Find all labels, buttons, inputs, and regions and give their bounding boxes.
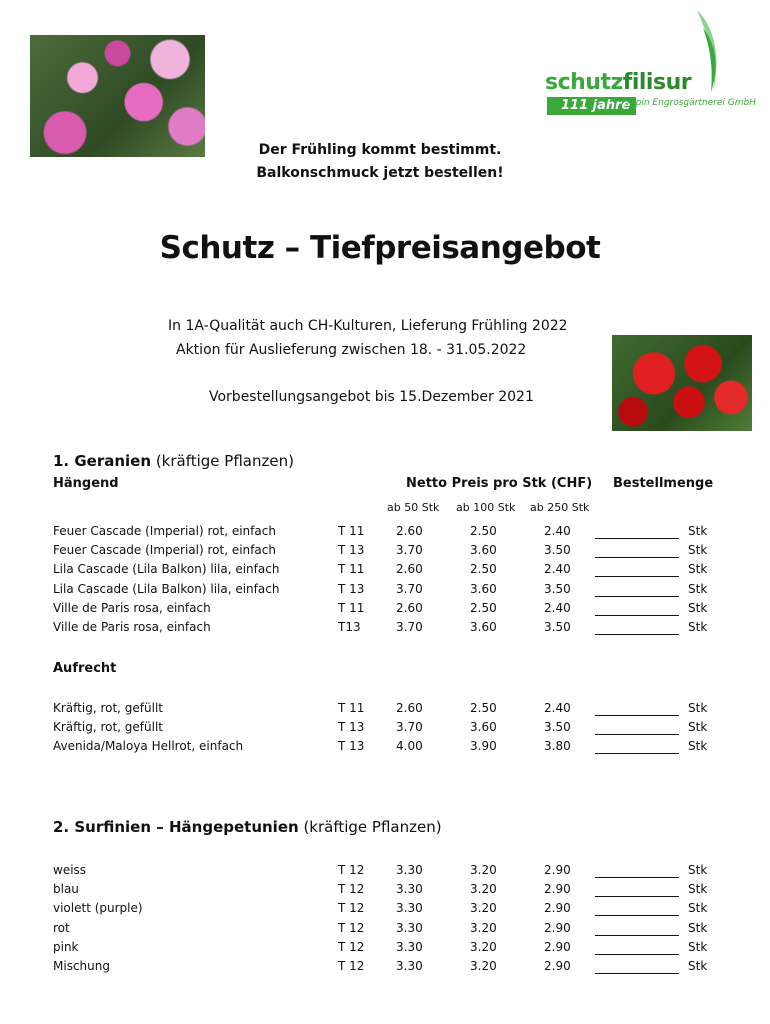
variety-name: weiss [53, 863, 87, 877]
price-100: 3.60 [470, 581, 497, 596]
logo-subtitle: Alpin Engrosgärtnerei GmbH [627, 98, 756, 108]
unit-label: Stk [688, 920, 708, 935]
pot-size: T 12 [338, 939, 365, 954]
table-row [0, 901, 770, 919]
pot-size: T 11 [338, 562, 365, 577]
logo-badge: 111 jahre [547, 97, 636, 115]
pot-size: T 13 [338, 543, 365, 558]
price-100: 3.60 [470, 620, 497, 634]
order-quantity-field[interactable] [595, 935, 679, 936]
pot-size: T 13 [338, 581, 365, 596]
leaf-icon [693, 8, 723, 93]
unit-label: Stk [688, 863, 708, 877]
price-250: 2.90 [544, 959, 571, 973]
variety-name: violett (purple) [53, 901, 143, 916]
price-250: 2.40 [544, 524, 571, 538]
variety-name: blau [53, 882, 79, 897]
variety-name: Feuer Cascade (Imperial) rot, einfach [53, 543, 276, 558]
price-100: 3.20 [470, 901, 497, 916]
price-50: 2.60 [396, 562, 423, 577]
variety-name: Mischung [53, 959, 110, 973]
subsection-aufrecht: Aufrecht [53, 661, 117, 676]
pot-size: T13 [338, 620, 361, 634]
price-50: 3.70 [396, 720, 423, 735]
table-row [0, 582, 770, 600]
order-quantity-field[interactable] [595, 915, 679, 916]
price-50: 4.00 [396, 739, 423, 754]
unit-label: Stk [688, 901, 708, 916]
order-quantity-field[interactable] [595, 896, 679, 897]
price-50: 3.30 [396, 882, 423, 897]
logo-wordmark: schutzfilisur [545, 70, 692, 95]
price-50: 3.30 [396, 863, 423, 877]
order-quantity-field[interactable] [595, 734, 679, 735]
price-50: 3.30 [396, 959, 423, 973]
price-50: 3.70 [396, 620, 423, 634]
price-250: 2.90 [544, 920, 571, 935]
price-250: 3.50 [544, 581, 571, 596]
price-100: 3.20 [470, 863, 497, 877]
pot-size: T 12 [338, 901, 365, 916]
unit-label: Stk [688, 600, 708, 615]
price-50: 3.30 [396, 920, 423, 935]
order-quantity-field[interactable] [595, 954, 679, 955]
price-250: 2.90 [544, 901, 571, 916]
price-100: 3.90 [470, 739, 497, 754]
price-100: 2.50 [470, 562, 497, 577]
pot-size: T 11 [338, 524, 365, 538]
price-250: 3.80 [544, 739, 571, 754]
tier-header: ab 50 Stk [387, 501, 440, 514]
price-250: 2.40 [544, 600, 571, 615]
order-column-header: Bestellmenge [613, 476, 714, 491]
unit-label: Stk [688, 524, 708, 538]
price-250: 2.90 [544, 882, 571, 897]
unit-label: Stk [688, 581, 708, 596]
order-quantity-field[interactable] [595, 557, 679, 558]
unit-label: Stk [688, 959, 708, 973]
price-100: 3.20 [470, 939, 497, 954]
order-quantity-field[interactable] [595, 634, 679, 635]
table-row [0, 720, 770, 738]
variety-name: Lila Cascade (Lila Balkon) lila, einfach [53, 581, 280, 596]
price-column-header: Netto Preis pro Stk (CHF) [406, 476, 593, 491]
price-100: 3.60 [470, 543, 497, 558]
variety-name: Ville de Paris rosa, einfach [53, 600, 211, 615]
price-250: 2.40 [544, 701, 571, 715]
unit-label: Stk [688, 882, 708, 897]
variety-name: Feuer Cascade (Imperial) rot, einfach [53, 524, 276, 538]
price-50: 2.60 [396, 600, 423, 615]
price-50: 2.60 [396, 701, 423, 715]
section-surfinien-title: 2. Surfinien – Hängepetunien (kräftige Pflanzen) [53, 818, 442, 836]
table-row [0, 562, 770, 580]
table-row [0, 940, 770, 958]
variety-name: Kräftig, rot, gefüllt [53, 701, 164, 715]
pot-size: T 13 [338, 720, 365, 735]
variety-name: Lila Cascade (Lila Balkon) lila, einfach [53, 562, 280, 577]
table-row [0, 701, 770, 719]
price-100: 3.20 [470, 959, 497, 973]
pot-size: T 12 [338, 863, 365, 877]
unit-label: Stk [688, 620, 708, 634]
variety-name: rot [53, 920, 70, 935]
price-100: 2.50 [470, 524, 497, 538]
petunia-photo [30, 35, 205, 157]
section-geranien-title: 1. Geranien (kräftige Pflanzen) [53, 452, 294, 470]
table-row [0, 882, 770, 900]
order-quantity-field[interactable] [595, 538, 679, 539]
intro-quality: In 1A-Qualität auch CH-Kulturen, Lieferung Frühling 2022 [168, 318, 568, 334]
price-100: 3.60 [470, 720, 497, 735]
geranium-photo [612, 335, 752, 431]
order-quantity-field[interactable] [595, 615, 679, 616]
price-50: 2.60 [396, 524, 423, 538]
variety-name: pink [53, 939, 79, 954]
order-quantity-field[interactable] [595, 715, 679, 716]
table-row [0, 739, 770, 757]
table-row [0, 543, 770, 561]
price-250: 2.40 [544, 562, 571, 577]
price-100: 2.50 [470, 701, 497, 715]
unit-label: Stk [688, 562, 708, 577]
order-quantity-field[interactable] [595, 596, 679, 597]
price-50: 3.30 [396, 939, 423, 954]
table-row [0, 620, 770, 638]
table-row [0, 921, 770, 939]
pot-size: T 11 [338, 600, 365, 615]
variety-name: Avenida/Maloya Hellrot, einfach [53, 739, 244, 754]
pot-size: T 13 [338, 739, 365, 754]
tagline-line1: Der Frühling kommt bestimmt. [258, 142, 502, 158]
table-row [0, 863, 770, 881]
unit-label: Stk [688, 720, 708, 735]
price-50: 3.70 [396, 543, 423, 558]
price-100: 3.20 [470, 920, 497, 935]
pot-size: T 12 [338, 920, 365, 935]
table-row [0, 959, 770, 977]
intro-delivery: Aktion für Auslieferung zwischen 18. - 31.05.2022 [176, 342, 527, 358]
price-100: 3.20 [470, 882, 497, 897]
order-quantity-field[interactable] [595, 576, 679, 577]
subsection-haengend: Hängend [53, 476, 119, 491]
company-logo [545, 8, 760, 120]
price-250: 3.50 [544, 620, 571, 634]
tier-header: ab 100 Stk [456, 501, 516, 514]
unit-label: Stk [688, 543, 708, 558]
unit-label: Stk [688, 701, 708, 715]
tier-header: ab 250 Stk [530, 501, 590, 514]
table-row [0, 601, 770, 619]
variety-name: Ville de Paris rosa, einfach [53, 620, 211, 634]
order-quantity-field[interactable] [595, 753, 679, 754]
variety-name: Kräftig, rot, gefüllt [53, 720, 164, 735]
pot-size: T 11 [338, 701, 365, 715]
pot-size: T 12 [338, 882, 365, 897]
price-250: 3.50 [544, 720, 571, 735]
unit-label: Stk [688, 739, 708, 754]
order-quantity-field[interactable] [595, 973, 679, 974]
intro-preorder: Vorbestellungsangebot bis 15.Dezember 2021 [209, 389, 534, 405]
page-title: Schutz – Tiefpreisangebot [159, 230, 601, 266]
price-250: 2.90 [544, 939, 571, 954]
price-50: 3.30 [396, 901, 423, 916]
price-250: 3.50 [544, 543, 571, 558]
price-250: 2.90 [544, 863, 571, 877]
price-100: 2.50 [470, 600, 497, 615]
pot-size: T 12 [338, 959, 365, 973]
table-row [0, 524, 770, 542]
unit-label: Stk [688, 939, 708, 954]
order-quantity-field[interactable] [595, 877, 679, 878]
tagline-line2: Balkonschmuck jetzt bestellen! [256, 165, 504, 181]
price-50: 3.70 [396, 581, 423, 596]
